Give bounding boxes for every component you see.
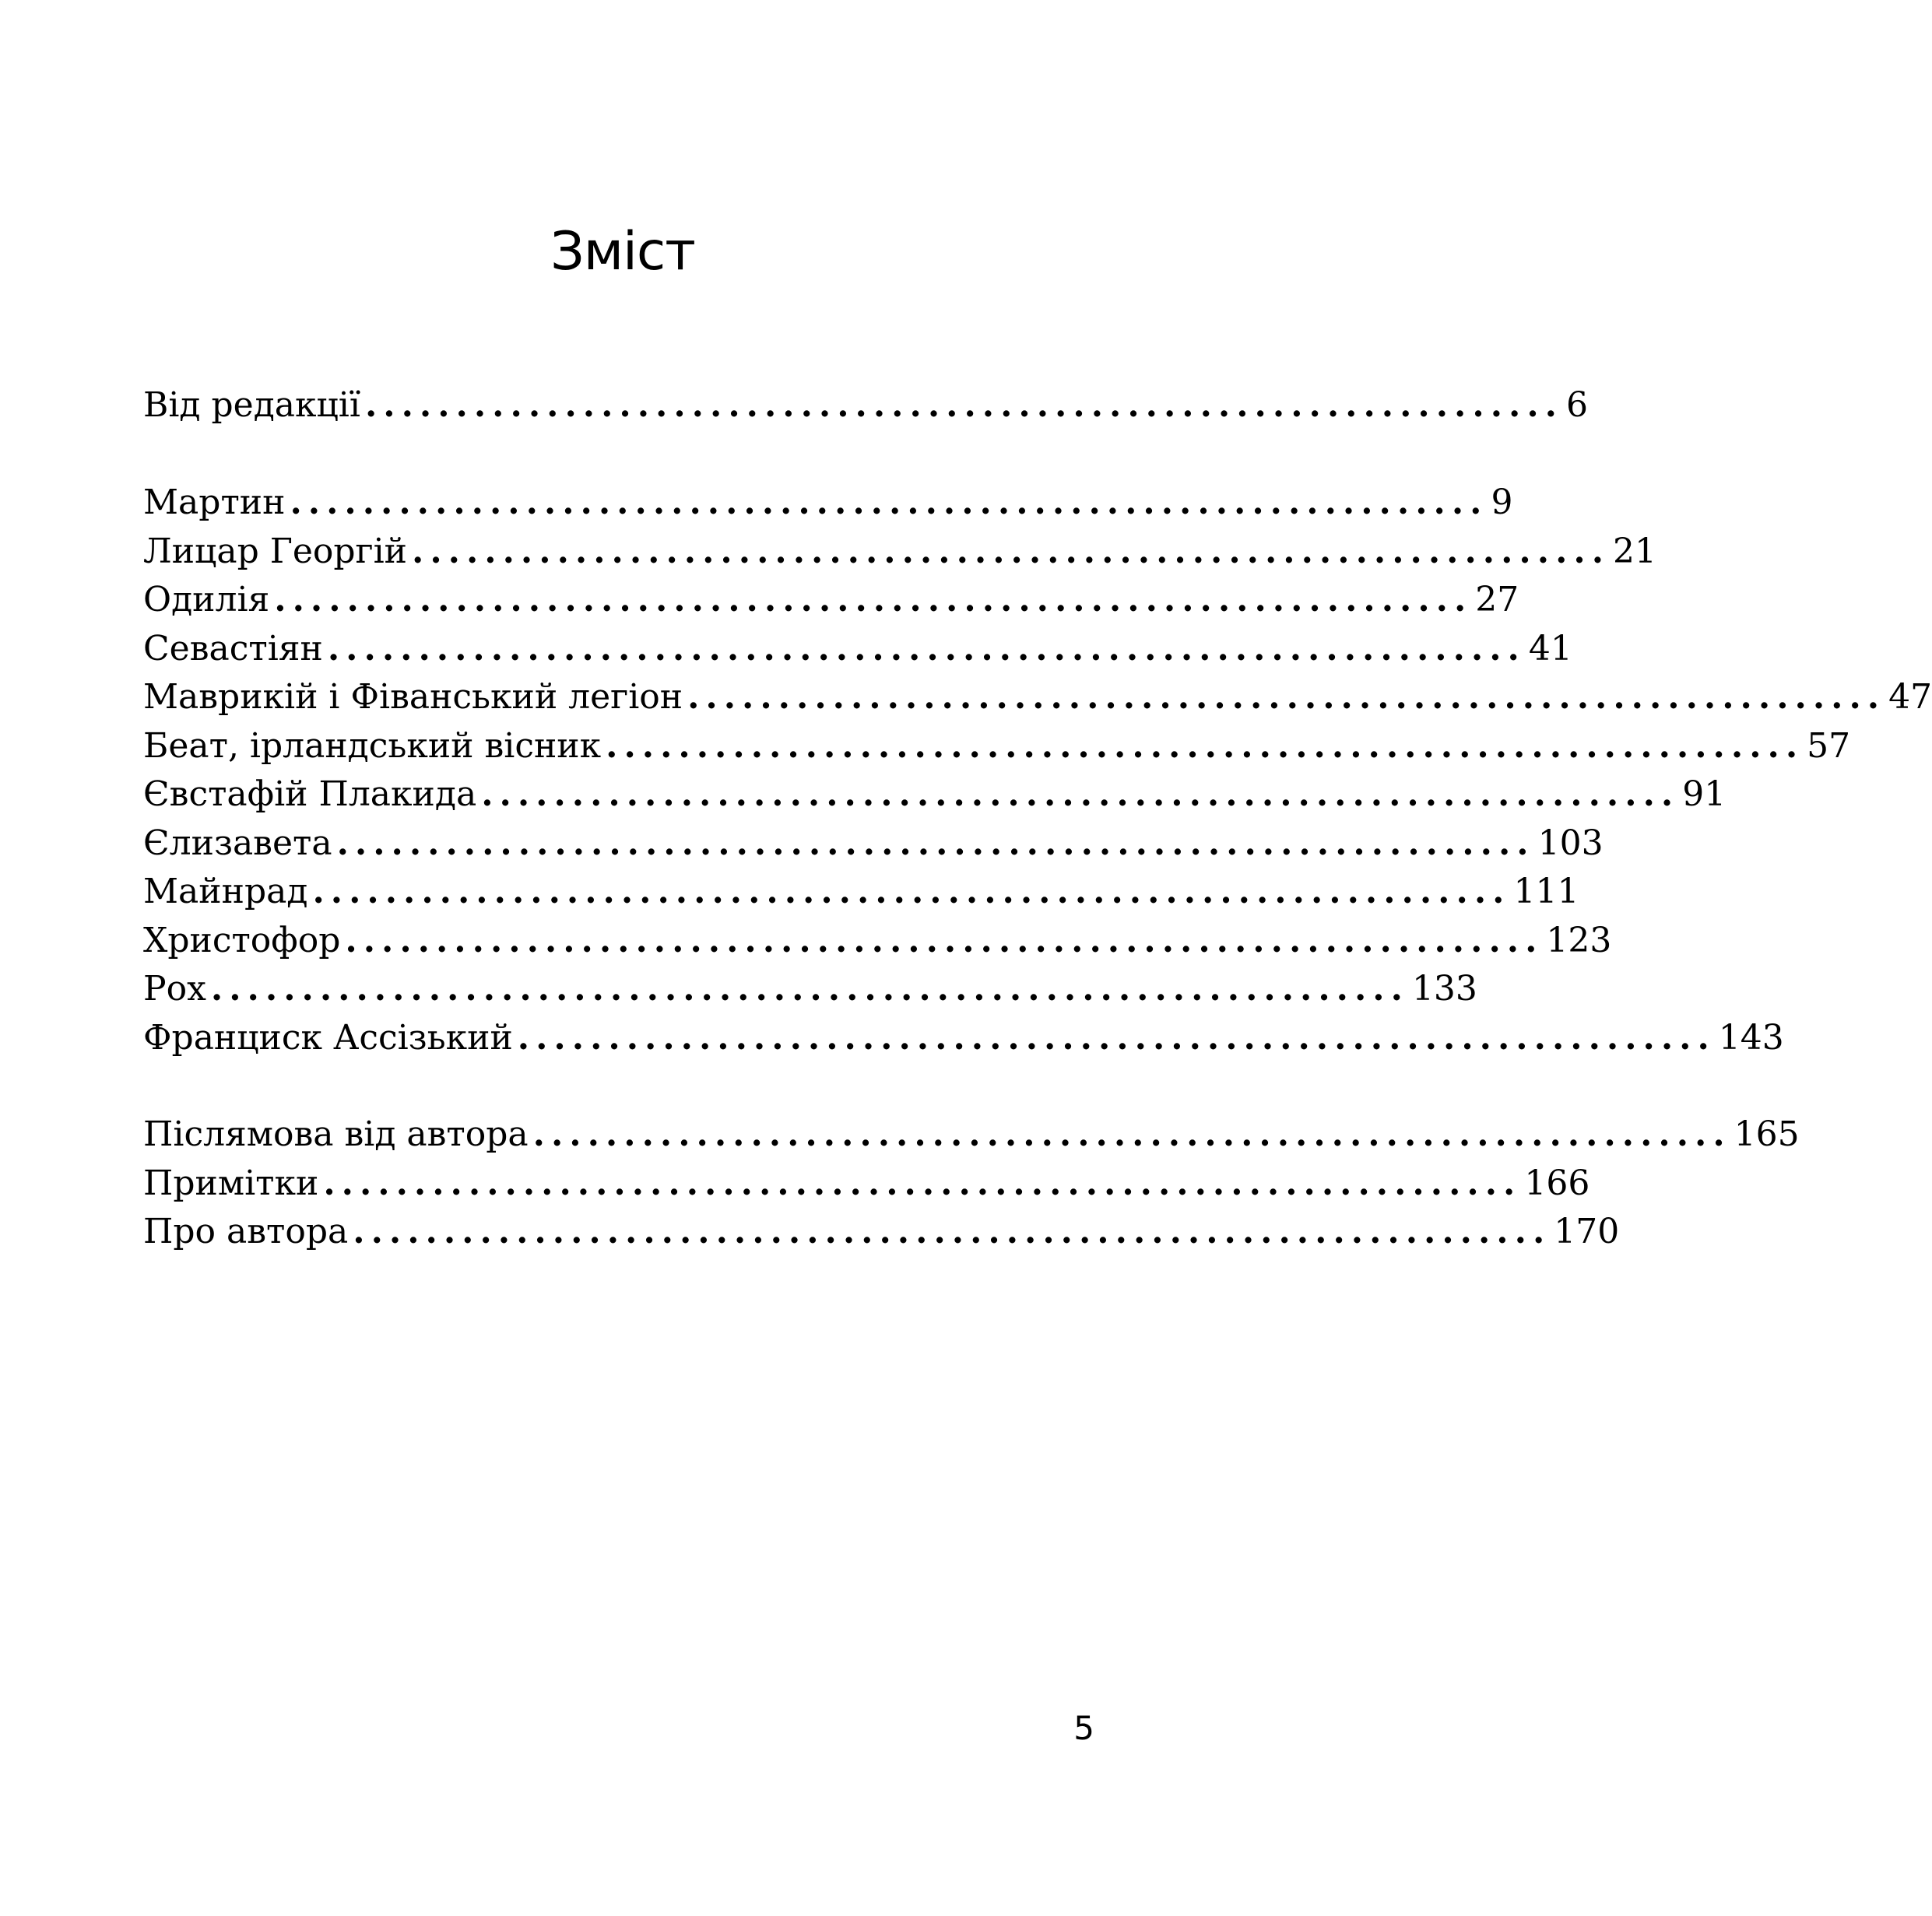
toc-dot-leader: .................................................................. xyxy=(412,531,1611,571)
toc-entry[interactable] xyxy=(143,625,1572,674)
toc-dot-leader: .................................................................. xyxy=(290,483,1488,522)
toc-entry-page: 27 xyxy=(1475,580,1519,619)
toc-dot-leader: .................................................................. xyxy=(323,1163,1522,1203)
toc-entry[interactable] xyxy=(143,1111,1800,1160)
toc-entry-page: 170 xyxy=(1554,1212,1620,1251)
toc-entry[interactable] xyxy=(143,479,1513,528)
toc-entry-title: Маврикій і Фіванський легіон xyxy=(143,677,683,717)
toc-entry[interactable] xyxy=(143,965,1477,1014)
toc-entry-page: 9 xyxy=(1491,483,1513,522)
toc-dot-leader: .................................................................. xyxy=(532,1114,1731,1154)
toc-entry-page: 41 xyxy=(1528,628,1572,668)
toc-entry-title: Примітки xyxy=(143,1163,319,1203)
toc-entry-page: 6 xyxy=(1565,385,1588,425)
toc-entry-title: Мартин xyxy=(143,483,286,522)
toc-entry-page: 123 xyxy=(1546,920,1612,960)
toc-entry-page: 133 xyxy=(1411,969,1477,1009)
toc-entry-page: 166 xyxy=(1524,1163,1590,1203)
toc-entry-title: Майнрад xyxy=(143,872,308,911)
toc-entry-page: 21 xyxy=(1613,531,1657,571)
toc-entry-title: Одилія xyxy=(143,580,270,619)
toc-entry-page: 165 xyxy=(1734,1114,1800,1154)
toc-dot-leader: .................................................................. xyxy=(274,580,1473,619)
toc-section-stories xyxy=(143,479,1932,1062)
toc-entry[interactable] xyxy=(143,722,1851,771)
toc-entry-title: Про автора xyxy=(143,1212,349,1251)
toc-entry[interactable] xyxy=(143,770,1727,819)
toc-entry-page: 111 xyxy=(1513,872,1579,911)
toc-section-front xyxy=(143,381,1588,430)
toc-dot-leader: .................................................................. xyxy=(606,725,1804,766)
toc-dot-leader: .................................................................. xyxy=(353,1212,1551,1251)
toc-entry-title: Від редакції xyxy=(143,385,360,425)
toc-entry-page: 47 xyxy=(1888,677,1932,717)
toc-entry[interactable] xyxy=(143,917,1612,966)
toc-dot-leader: .................................................................. xyxy=(687,677,1886,717)
toc-entry-title: Лицар Георгій xyxy=(143,531,408,571)
toc-entry-title: Післямова від автора xyxy=(143,1114,529,1154)
toc-dot-leader: .................................................................. xyxy=(210,969,1409,1009)
toc-dot-leader: .................................................................. xyxy=(364,385,1563,425)
toc-section-back xyxy=(143,1111,1800,1257)
page-number: 5 xyxy=(1073,1709,1094,1747)
toc-entry-page: 103 xyxy=(1537,823,1604,863)
toc-entry[interactable] xyxy=(143,819,1604,869)
toc-entry-page: 91 xyxy=(1682,774,1727,814)
toc-entry[interactable] xyxy=(143,528,1657,577)
page-title: Зміст xyxy=(550,221,695,282)
toc-entry-title: Христофор xyxy=(143,920,341,960)
toc-dot-leader: .................................................................. xyxy=(345,920,1544,960)
toc-entry[interactable] xyxy=(143,576,1519,625)
toc-entry-page: 143 xyxy=(1718,1017,1784,1058)
toc-dot-leader: .................................................................. xyxy=(517,1017,1716,1058)
toc-dot-leader: .................................................................. xyxy=(481,774,1680,814)
toc-entry[interactable] xyxy=(143,381,1588,430)
toc-entry-title: Єлизавета xyxy=(143,823,332,863)
toc-dot-leader: .................................................................. xyxy=(312,872,1511,911)
toc-entry-page: 57 xyxy=(1807,725,1851,766)
toc-dot-leader: .................................................................. xyxy=(327,628,1526,668)
toc-dot-leader: .................................................................. xyxy=(336,823,1535,863)
toc-entry-title: Рох xyxy=(143,969,206,1009)
toc-entry[interactable] xyxy=(143,868,1579,917)
toc-entry[interactable] xyxy=(143,1208,1620,1257)
toc-entry-title: Євстафій Плакида xyxy=(143,774,477,814)
toc-entry[interactable] xyxy=(143,1014,1784,1063)
toc-entry[interactable] xyxy=(143,1160,1590,1209)
toc-entry-title: Севастіян xyxy=(143,628,323,668)
toc-entry-title: Франциск Ассізький xyxy=(143,1017,513,1058)
toc-entry-title: Беат, ірландський вісник xyxy=(143,725,602,766)
toc-entry[interactable] xyxy=(143,673,1932,722)
